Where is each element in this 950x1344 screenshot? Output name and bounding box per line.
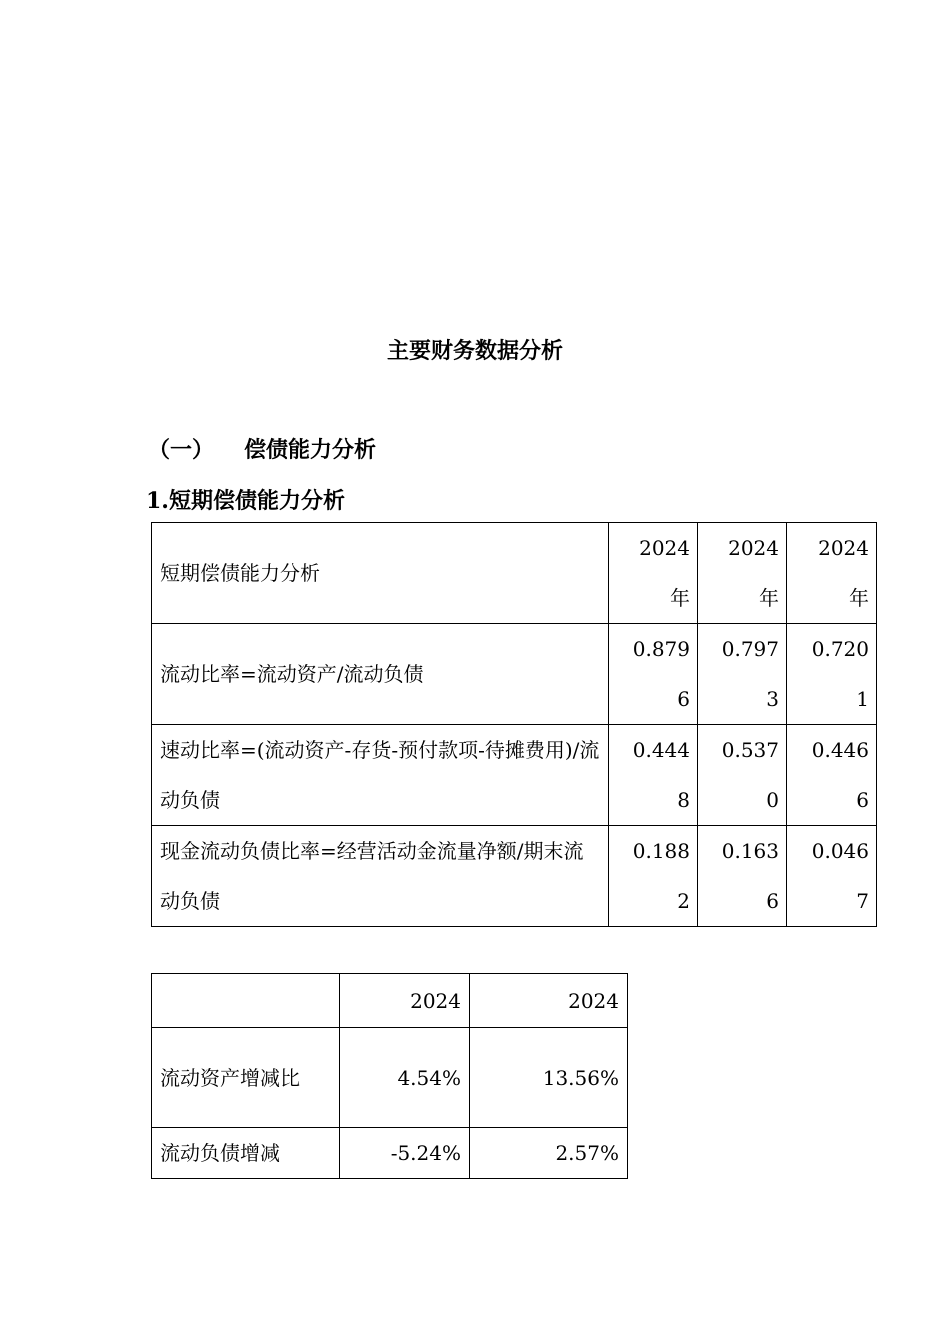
- table-row: [152, 725, 877, 826]
- row-label: 现金流动负债比率=经营活动金流量净额/期末流动负债: [152, 826, 609, 927]
- value-cell: 0.1882: [609, 826, 698, 927]
- table-row: [152, 826, 877, 927]
- year-header-cell: 2024: [340, 974, 470, 1028]
- year-header-cell: 2024年: [609, 523, 698, 624]
- row-label: 流动负债增减: [152, 1128, 340, 1179]
- value-cell: 0.5370: [698, 725, 787, 826]
- value-cell: 0.1636: [698, 826, 787, 927]
- year-header-cell: 2024年: [787, 523, 877, 624]
- section-title: 偿债能力分析: [244, 438, 377, 463]
- year-header-cell: 2024年: [698, 523, 787, 624]
- table-row: [152, 1128, 628, 1179]
- growth-rate-table: [151, 973, 628, 1179]
- row-label: 速动比率=(流动资产-存货-预付款项-待摊费用)/流动负债: [152, 725, 609, 826]
- section-heading: [148, 433, 376, 464]
- value-cell: 13.56%: [470, 1028, 628, 1128]
- year-header-cell: 2024: [470, 974, 628, 1028]
- value-cell: 0.8796: [609, 624, 698, 725]
- table-row: [152, 1028, 628, 1128]
- document-title: 主要财务数据分析: [386, 339, 563, 364]
- row-label: 流动资产增减比: [152, 1028, 340, 1128]
- row-label: 流动比率=流动资产/流动负债: [152, 624, 609, 725]
- value-cell: 4.54%: [340, 1028, 470, 1128]
- value-cell: 0.7201: [787, 624, 877, 725]
- section-number: （一）: [148, 438, 215, 463]
- value-cell: 0.7973: [698, 624, 787, 725]
- value-cell: 0.0467: [787, 826, 877, 927]
- value-cell: 2.57%: [470, 1128, 628, 1179]
- subsection-heading: 1.短期偿债能力分析: [146, 488, 345, 514]
- short-term-solvency-table: [151, 522, 877, 927]
- table-row: [152, 624, 877, 725]
- value-cell: 0.4448: [609, 725, 698, 826]
- table-header-label: 短期偿债能力分析: [152, 523, 609, 624]
- table-header-label: [152, 974, 340, 1028]
- table-header-row: [152, 523, 877, 624]
- value-cell: -5.24%: [340, 1128, 470, 1179]
- value-cell: 0.4466: [787, 725, 877, 826]
- table-header-row: [152, 974, 628, 1028]
